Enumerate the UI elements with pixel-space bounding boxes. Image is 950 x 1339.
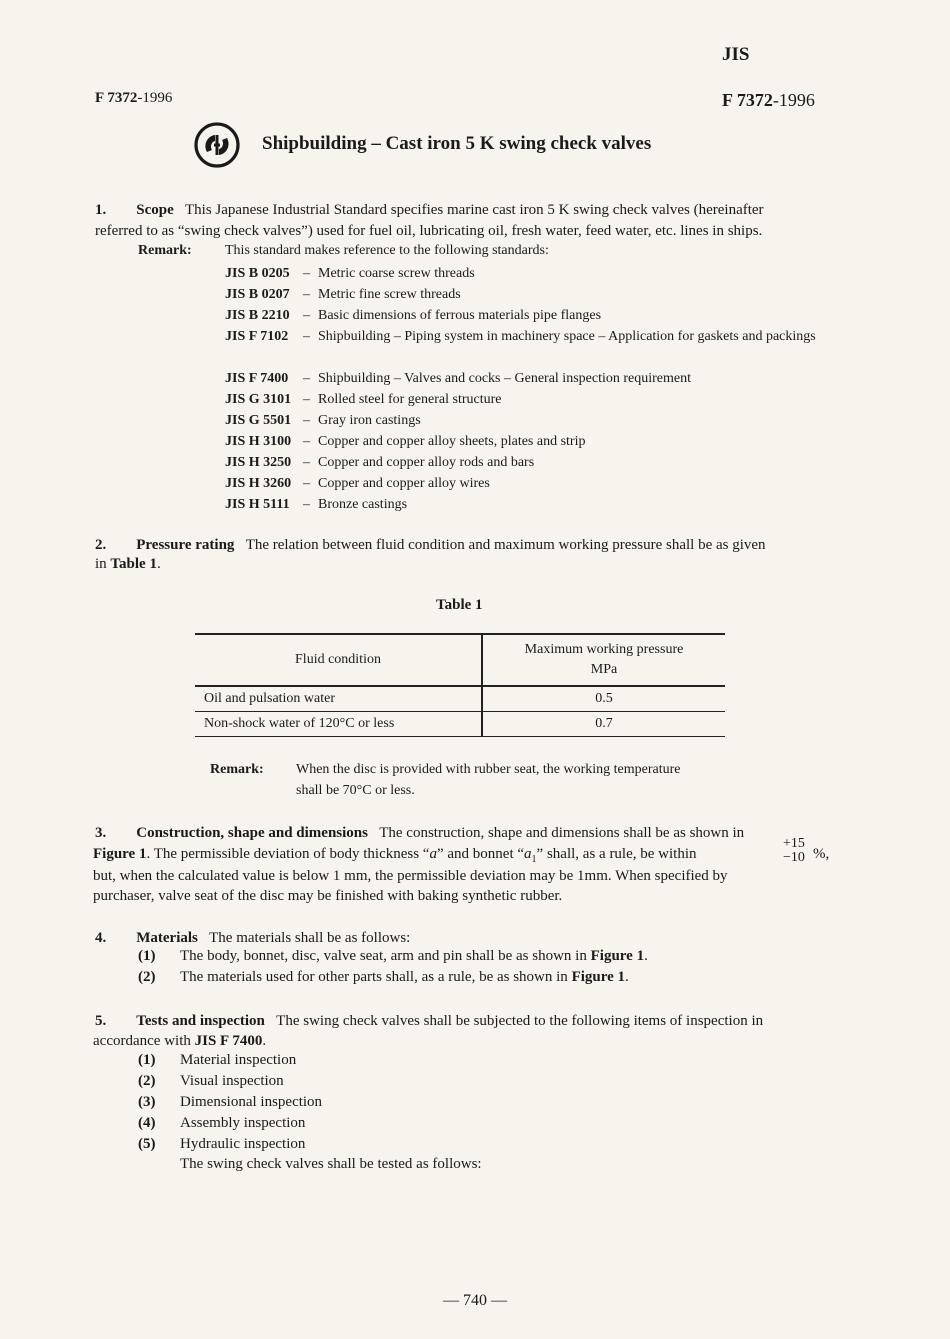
inspection-item-num: (3) (138, 1094, 156, 1110)
page-title: Shipbuilding – Cast iron 5 K swing check valves (262, 133, 652, 154)
table-row: Non-shock water of 120°C or less 0.7 (195, 712, 725, 737)
reference-title: Basic dimensions of ferrous materials pipe flanges (318, 308, 602, 323)
reference-code: JIS G 5501 (225, 413, 292, 428)
col-header-pressure: Maximum working pressure MPa (482, 634, 725, 686)
inspection-item-num: (1) (138, 1052, 156, 1068)
inspection-item: Assembly inspection (180, 1115, 306, 1131)
reference-code: JIS B 0205 (225, 266, 290, 281)
reference-code: JIS F 7400 (225, 371, 289, 386)
reference-code: JIS G 3101 (225, 392, 292, 407)
header-left-code: F 7372-1996 (95, 90, 173, 106)
inspection-item-num: (2) (138, 1073, 156, 1089)
reference-title: Shipbuilding – Valves and cocks – General inspection requirement (318, 371, 691, 386)
reference-code: JIS H 5111 (225, 497, 290, 512)
material-item-2-num: (2) (138, 969, 156, 985)
header-right-code: F 7372-1996 (722, 90, 815, 110)
remark-label: Remark: (138, 243, 192, 258)
closing-text: The swing check valves shall be tested as follows: (180, 1156, 482, 1172)
section-1-scope-line2: referred to as “swing check valves”) used for fuel oil, lubricating oil, fresh water, feed water, etc. lines in ships. (95, 223, 763, 239)
inspection-item: Material inspection (180, 1052, 297, 1068)
reference-code: JIS B 0207 (225, 287, 290, 302)
reference-code: JIS F 7102 (225, 329, 289, 344)
section-3-construction: 3. Construction, shape and dimensions The construction, shape and dimensions shall be as shown in (95, 825, 745, 841)
tolerance: +15 −10 (783, 836, 805, 865)
material-item-2: The materials used for other parts shall, as a rule, be as shown in Figure 1. (180, 969, 629, 985)
pressure-table (195, 633, 725, 737)
reference-title: Copper and copper alloy sheets, plates and strip (318, 434, 586, 449)
section-2-pressure: 2. Pressure rating The relation between fluid condition and maximum working pressure shall be as given (95, 537, 766, 553)
reference-title: Bronze castings (318, 497, 408, 512)
reference-title: Rolled steel for general structure (318, 392, 502, 407)
section-3-line2: Figure 1. The permissible deviation of body thickness “a” and bonnet “$a_1$” shall, as a rule, be within (93, 846, 697, 865)
reference-code: JIS H 3100 (225, 434, 292, 449)
material-item-1: The body, bonnet, disc, valve seat, arm and pin shall be as shown in Figure 1. (180, 948, 648, 964)
reference-code: JIS H 3250 (225, 455, 292, 470)
section-1-scope: 1. Scope This Japanese Industrial Standard specifies marine cast iron 5 K swing check valves (hereinafter (95, 202, 764, 218)
reference-title: Metric coarse screw threads (318, 266, 475, 281)
inspection-item-num: (4) (138, 1115, 156, 1131)
table-remark-line1: When the disc is provided with rubber seat, the working temperature (296, 762, 681, 777)
reference-title: Gray iron castings (318, 413, 421, 428)
section-5-line2: accordance with JIS F 7400. (93, 1033, 267, 1049)
org-label: JIS (722, 44, 750, 65)
reference-title: Shipbuilding – Piping system in machinery space – Application for gaskets and packings (318, 329, 816, 344)
table-remark-label: Remark: (210, 762, 264, 777)
section-3-line4: purchaser, valve seat of the disc may be finished with baking synthetic rubber. (93, 888, 563, 904)
table-caption: Table 1 (436, 597, 483, 613)
material-item-1-num: (1) (138, 948, 156, 964)
table-row: Oil and pulsation water 0.5 (195, 686, 725, 712)
reference-code: JIS H 3260 (225, 476, 292, 491)
tolerance-percent: %, (813, 846, 830, 862)
jis-logo-icon (193, 121, 241, 169)
inspection-item: Dimensional inspection (180, 1094, 323, 1110)
inspection-item-num: (5) (138, 1136, 156, 1152)
inspection-item: Hydraulic inspection (180, 1136, 306, 1152)
section-2-line2: in Table 1. (95, 556, 161, 572)
remark-intro: This standard makes reference to the following standards: (225, 243, 549, 258)
col-header-fluid: Fluid condition (195, 634, 482, 686)
page-number: — 740 — (443, 1292, 507, 1309)
reference-title: Copper and copper alloy wires (318, 476, 490, 491)
reference-code: JIS B 2210 (225, 308, 290, 323)
inspection-item: Visual inspection (180, 1073, 284, 1089)
reference-title: Metric fine screw threads (318, 287, 461, 302)
section-3-line3: but, when the calculated value is below 1 mm, the permissible deviation may be 1mm. When specified by (93, 868, 728, 884)
section-5-tests: 5. Tests and inspection The swing check valves shall be subjected to the following items of inspection in (95, 1013, 764, 1029)
reference-title: Copper and copper alloy rods and bars (318, 455, 535, 470)
section-4-materials: 4. Materials The materials shall be as follows: (95, 930, 411, 946)
table-remark-line2: shall be 70°C or less. (296, 783, 415, 798)
